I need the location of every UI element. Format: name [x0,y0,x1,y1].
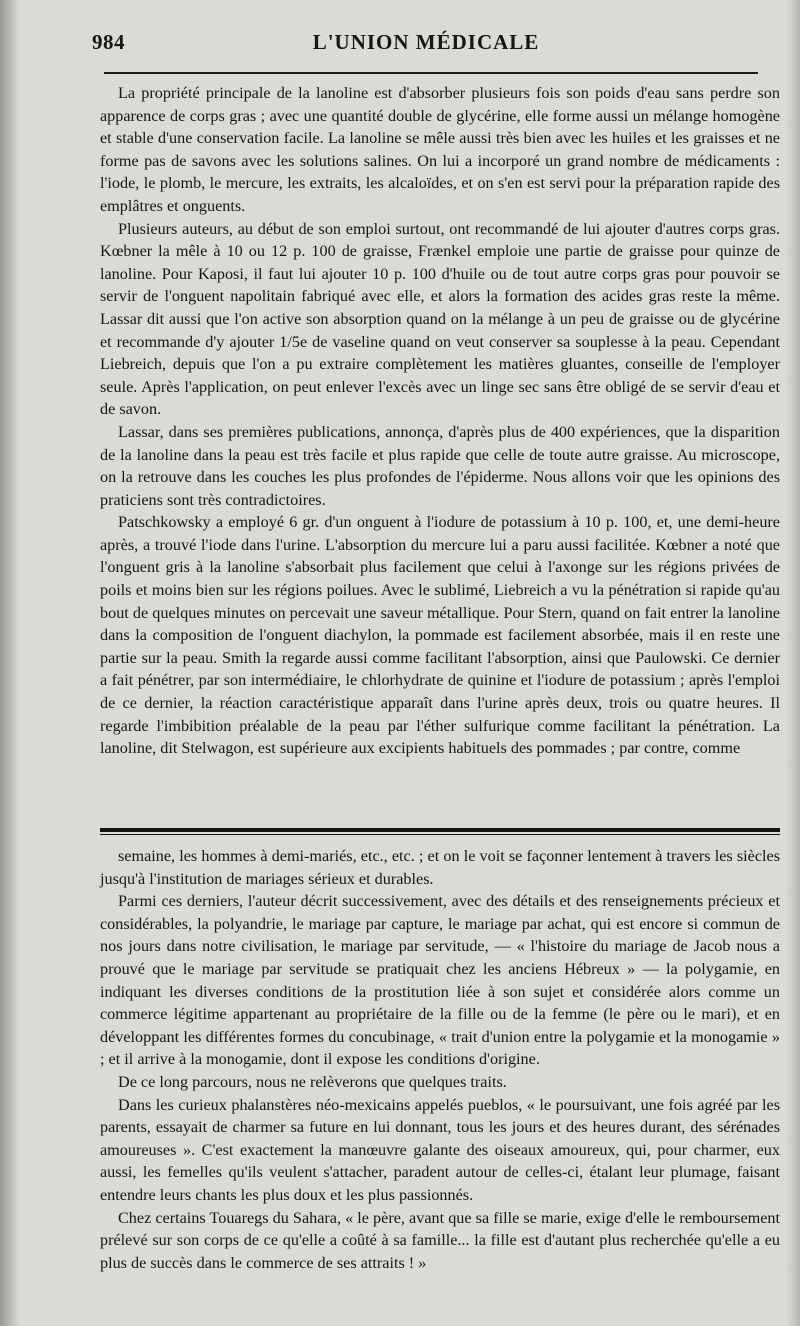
paragraph: De ce long parcours, nous ne relèverons que quelques traits. [118,1072,507,1091]
section-divider [100,828,780,837]
paragraph: Parmi ces derniers, l'auteur décrit successivement, avec des détails et des renseignements précieux et considérables, la polyandrie, le mariage par capture, le mariage par achat, qui est encore si commun de nos jours dans notre civilisation, le mariage par servitude, — « l'histoire du mariage de Jacob nous a prouvé que le mariage par servitude se pratiquait chez les anciens Hébreux » — la polygamie, en indiquant les diverses conditions de la prostitution liée à son sujet et considérée alors comme un commerce légitime appartenant au propriétaire de la fille ou de la femme (le père ou le mari), et en développant les différentes formes du concubinage, « trait d'union entre la polygamie et la monogamie » ; et il arrive à la monogamie, dont il expose les conditions d'origine. [100,892,780,1069]
page-edge-shadow-right [786,0,800,1326]
article-lanoline [100,82,780,760]
page-header [92,30,760,60]
paragraph: La propriété principale de la lanoline est d'absorber plusieurs fois son poids d'eau sans perdre son apparence de corps gras ; avec une quantité double de glycérine, elle forme aussi un mélange homogène et stable d'une conservation facile. La lanoline se mêle aussi très bien avec les huiles et les graisses et ne forme pas de savons avec les solutions salines. On lui a incorporé un grand nombre de médicaments : l'iode, le plomb, le mercure, les extraits, les alcaloïdes, et on s'en est servi pour la préparation rapide des emplâtres et onguents. [100,84,780,215]
paragraph: Chez certains Touaregs du Sahara, « le père, avant que sa fille se marie, exige d'elle le remboursement prélevé sur son corps de ce qu'elle a coûté à sa famille... la fille est d'autant plus recherchée qu'elle a eu plus de succès dans le commerce de ses attraits ! » [100,1208,780,1272]
divider-thick-line [100,828,780,832]
paragraph: Lassar, dans ses premières publications, annonça, d'après plus de 400 expériences, que la disparition de la lanoline dans la peau est très facile et plus rapide que celle de toute autre graisse. Au microscope, on la retrouve dans les couches les plus profondes de l'épiderme. Nous allons voir que les opinions des praticiens sont très contradictoires. [100,422,780,509]
header-rule [104,72,758,74]
feuilleton-mariage [100,845,780,1274]
paragraph: Dans les curieux phalanstères néo-mexicains appelés pueblos, « le poursuivant, une fois agréé par les parents, essayait de charmer sa future en lui donnant, tous les jours et des heures durant, des sérénades amoureuses ». C'est exactement la manœuvre galante des oiseaux amoureux, qui, pour charmer, eux aussi, les femelles qu'ils veulent s'attacher, paradent autour de celles-ci, étalant leur plumage, faisant entendre leurs chants les plus doux et les plus passionnés. [100,1095,780,1204]
paragraph: Plusieurs auteurs, au début de son emploi surtout, ont recommandé de lui ajouter d'autres corps gras. Kœbner la mêle à 10 ou 12 p. 100 de graisse, Frænkel emploie une partie de graisse pour quinze de lanoline. Pour Kaposi, il faut lui ajouter 10 p. 100 d'huile ou de tout autre corps gras pour pouvoir se servir de l'onguent napolitain fabriqué avec elle, et alors la formation des acides gras reste la même. Lassar dit aussi que l'on active son absorption quand on la mélange à un peu de graisse ou de glycérine et recommande d'y ajouter 1/5e de vaseline quand on veut conserver sa souplesse à la peau. Cependant Liebreich, depuis que l'on a pu extraire complètement les matières gluantes, conseille de l'employer seule. Après l'application, on peut enlever l'excès avec un linge sec sans être obligé de se servir d'eau et de savon. [100,219,780,419]
running-title: L'UNION MÉDICALE [312,30,540,54]
paragraph: Patschkowsky a employé 6 gr. d'un onguent à l'iodure de potassium à 10 p. 100, et, une demi-heure après, a trouvé l'iode dans l'urine. L'absorption du mercure lui a paru aussi facilitée. Kœbner a noté que l'onguent gris à la lanoline s'absorbait plus facilement que celui à l'axonge sur les régions privées de poils et moins bien sur les régions poilues. Avec le sublimé, Liebreich a vu la pénétration si rapide qu'au bout de quelques minutes on percevait une saveur métallique. Pour Stern, quand on fait entrer la lanoline dans la composition de l'onguent diachylon, la pommade est facilement absorbée, mais il en reste une partie sur la peau. Smith la regarde aussi comme facilitant l'absorption, ainsi que Paulowski. Ce dernier a fait pénétrer, par son intermédiaire, le chlorhydrate de quinine et l'iodure de potassium ; après l'emploi de ce dernier, la réaction caractéristique apparaît dans l'urine après deux, trois ou quatre heures. Il regarde l'imbibition préalable de la peau par l'éther sulfurique comme facilitant la pénétration. La lanoline, dit Stelwagon, est supérieure aux excipients habituels des pommades ; par contre, comme [100,513,780,758]
divider-thin-line [100,834,780,835]
paragraph: semaine, les hommes à demi-mariés, etc., etc. ; et on le voit se façonner lentement à travers les siècles jusqu'à l'institution de mariages sérieux et durables. [100,847,780,888]
page-number: 984 [92,30,125,54]
page-edge-shadow-left [0,0,20,1326]
